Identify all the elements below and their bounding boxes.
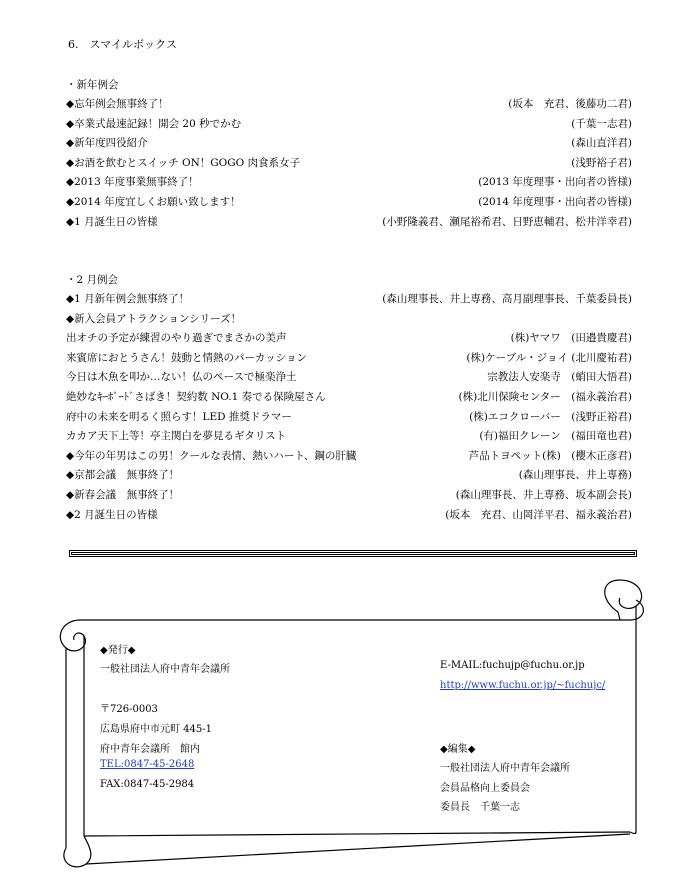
list-item (66, 116, 632, 132)
list-item (66, 311, 632, 327)
divider-rule (69, 550, 637, 557)
list-item (66, 448, 632, 464)
feb-heading: ・2 月例会 (66, 274, 119, 286)
list-item (66, 389, 632, 405)
editor-chair: 委員長 千葉一志 (440, 802, 520, 813)
fax-number: FAX:0847-45-2984 (100, 779, 195, 790)
item-text: ◆卒業式最速記録！開会 20 秒でかむ (66, 117, 242, 130)
item-contributors: (株)ヤマワ (田邉貴慶君) (510, 332, 632, 345)
item-text: カカア天下上等！亭主関白を夢見るギタリスト (66, 430, 287, 443)
item-contributors: (株)エコクローバー (浅野正裕君) (469, 410, 632, 423)
item-contributors: (坂本 充君、山岡洋平君、福永義治君) (445, 508, 632, 521)
item-contributors: (有)福田クレーン (福田竜也君) (479, 430, 632, 443)
item-contributors: (株)ケーブル・ジョイ (北川慶祐君) (466, 351, 632, 364)
editor-label: ◆編集◆ (440, 744, 476, 755)
editor-committee: 会員品格向上委員会 (440, 783, 530, 794)
list-item (66, 194, 632, 210)
item-contributors: (森山理事長、井上専務、坂本副会長) (455, 489, 632, 501)
list-item (66, 291, 632, 307)
item-contributors: (浅野裕子君) (571, 156, 632, 169)
list-item (66, 409, 632, 425)
list-item (66, 330, 632, 346)
item-contributors: (株)北川保険センター (福永義治君) (458, 391, 632, 403)
item-contributors: (坂本 充君、後藤功二君) (508, 98, 632, 110)
item-contributors: (千葉一志君) (571, 117, 632, 130)
item-text: ◆忘年例会無事終了！ (66, 98, 169, 110)
address: 広島県府中市元町 445-1 (100, 724, 213, 735)
list-item (66, 135, 632, 151)
item-text: 今日は木魚を叩か…ない！仏のペースで極楽浄土 (66, 371, 297, 384)
item-text: ◆新年度四役紹介 (66, 137, 148, 150)
item-text: ◆新春会議 無事終了！ (66, 489, 180, 501)
item-contributors: 芦品トヨペット(株) (櫻木正彦君) (468, 449, 632, 462)
item-text: 絶妙なｷｰﾎﾞｰﾄﾞさばき！契約数 NO.1 奏でる保険屋さん (66, 391, 326, 403)
list-item (66, 428, 632, 444)
item-text: ◆1 月新年例会無事終了！ (66, 293, 190, 305)
list-item (66, 369, 632, 385)
item-text: ◆2013 年度事業無事終了！ (66, 176, 199, 189)
item-text: ◆今年の年男はこの男！クールな表情、熱いハート、鋼の肝臓 (66, 449, 357, 462)
list-item (66, 350, 632, 366)
editor-org: 一般社団法人府中青年会議所 (440, 763, 570, 774)
item-contributors: (2014 年度理事・出向者の皆様) (478, 196, 632, 208)
list-item (66, 507, 632, 523)
tel-link[interactable]: TEL:0847-45-2648 (100, 759, 195, 770)
item-text: 来賓席におとうさん！鼓動と情熱のパーカッション (66, 351, 307, 364)
item-text: ◆新入会員アトラクションシリーズ！ (66, 312, 242, 325)
item-contributors: (小野隆義君、瀬尾裕希君、日野恵輔君、松井洋幸君) (382, 215, 632, 228)
publisher-label: ◆発行◆ (100, 645, 136, 656)
email-address: E-MAIL:fuchujp@fuchu.or.jp (440, 660, 585, 671)
item-text: 出オチの予定が練習のやり過ぎでまさかの美声 (66, 332, 287, 345)
list-item (66, 467, 632, 483)
list-item (66, 487, 632, 503)
item-contributors: (森山理事長、井上専務) (518, 469, 632, 482)
item-text: ◆1 月誕生日の皆様 (66, 215, 158, 228)
list-item (66, 214, 632, 230)
item-contributors: (森山直洋君) (571, 137, 632, 150)
jan-heading: ・新年例会 (66, 79, 119, 91)
section-title: 6. スマイルボックス (68, 38, 177, 51)
publisher-name: 一般社団法人府中青年会議所 (100, 664, 230, 675)
item-contributors: (2013 年度理事・出向者の皆様) (478, 176, 632, 189)
item-text: ◆京都会議 無事終了！ (66, 469, 180, 482)
item-contributors: 宗教法人安楽寺 (蛸田大悟君) (487, 371, 632, 384)
item-text: ◆お酒を飲むとスイッチ ON！GOGO 肉食系女子 (66, 156, 301, 169)
list-item (66, 174, 632, 190)
item-text: 府中の未来を明るく照らす！LED 推奨ドラマー (66, 410, 292, 423)
list-item (66, 155, 632, 171)
item-contributors: (森山理事長、井上専務、高月副理事長、千葉委員長) (382, 293, 632, 305)
item-text: ◆2 月誕生日の皆様 (66, 508, 158, 521)
item-text: ◆2014 年度宜しくお願い致します！ (66, 196, 241, 208)
hall-location: 府中青年会議所 館内 (100, 744, 200, 755)
postal-code: 〒726-0003 (100, 704, 158, 715)
website-link[interactable]: http://www.fuchu.or.jp/~fuchujc/ (440, 680, 606, 691)
list-item (66, 96, 632, 112)
